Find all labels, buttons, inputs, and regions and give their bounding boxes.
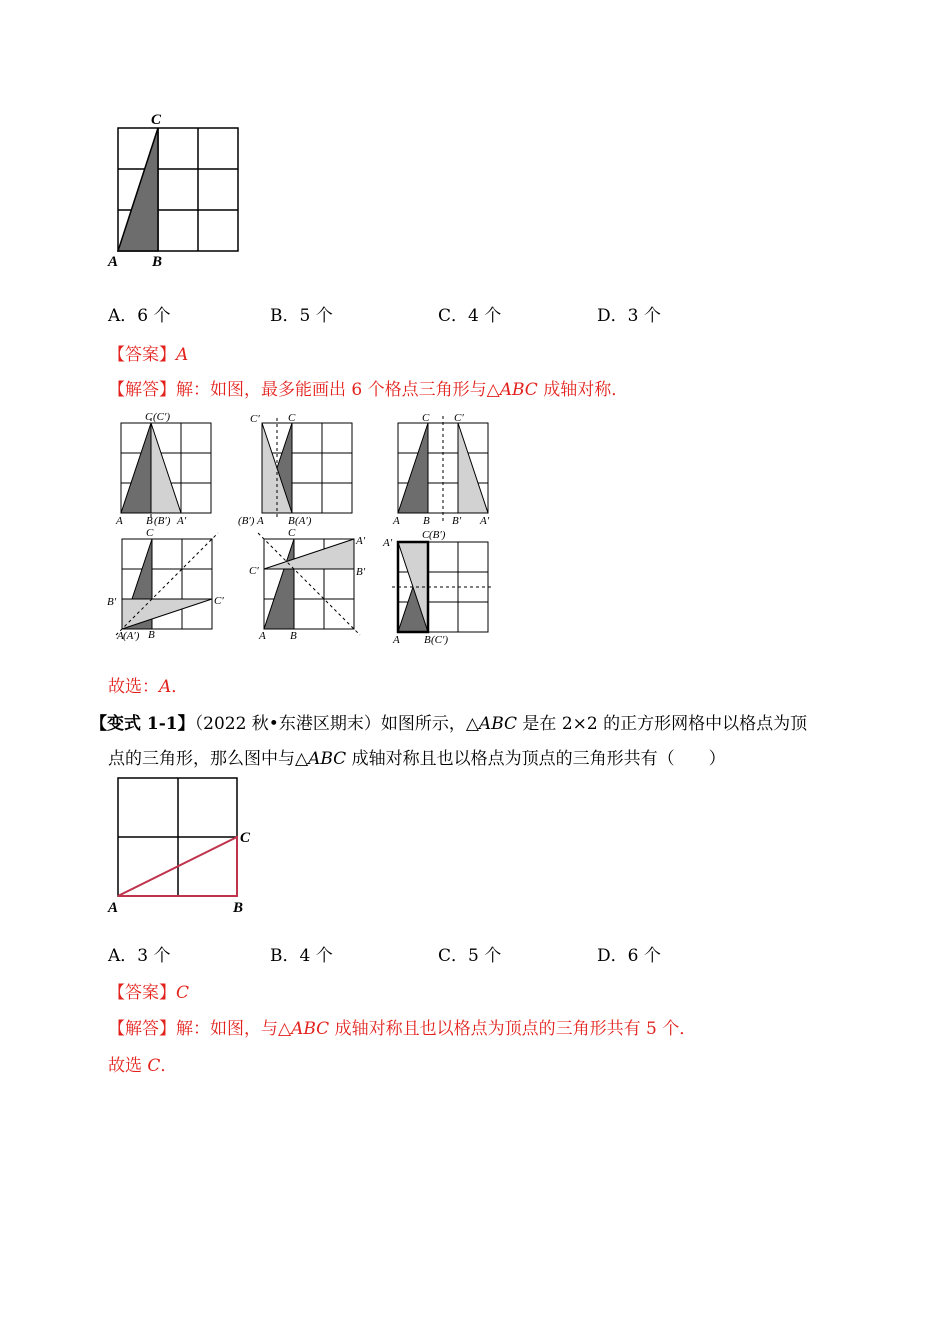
explain-tag: 【解答】 xyxy=(108,380,176,400)
q2-tag: 【变式 1-1】 xyxy=(90,714,195,734)
answer-tag: 【答案】 xyxy=(108,345,176,365)
d3-b: B xyxy=(423,515,430,527)
choose-end: ． xyxy=(171,677,189,697)
q2-explanation xyxy=(108,1014,696,1039)
q2-choose-value: C xyxy=(147,1056,161,1076)
d6-cp: (C′) xyxy=(431,634,449,646)
q2-figure xyxy=(100,770,260,918)
q2-stem-line1 xyxy=(90,709,807,734)
q2-label-b: B xyxy=(233,900,244,916)
d6-a: A xyxy=(393,634,400,646)
d6-bp: (B′) xyxy=(429,529,446,541)
q2-option-a[interactable]: A．3 个 xyxy=(108,946,171,966)
d6-c: C xyxy=(422,529,430,541)
d1-c: C xyxy=(145,411,153,423)
diagram-6 xyxy=(380,524,500,648)
q2-answer-tag: 【答案】 xyxy=(108,983,176,1003)
q2-explain-end: 成轴对称且也以格点为顶点的三角形共有 5 个． xyxy=(329,1019,697,1039)
q1-option-b[interactable]: B．5 个 xyxy=(270,306,333,326)
d5-bp: B′ xyxy=(356,566,366,578)
explain-abc: ABC xyxy=(499,380,538,400)
d5-c: C xyxy=(288,527,296,539)
d2-bp: (B′) xyxy=(238,515,255,527)
q2-label-c: C xyxy=(240,830,251,846)
d4-a: A xyxy=(117,630,124,642)
d4-bp: B′ xyxy=(107,596,117,608)
d4-c: C xyxy=(146,527,154,539)
d1-bp: (B′) xyxy=(154,515,171,527)
q2-line1-abc: ABC xyxy=(478,714,518,734)
d4-ap: (A′) xyxy=(123,630,140,642)
d5-b: B xyxy=(290,630,297,642)
d3-cp: C′ xyxy=(454,412,464,424)
q2-explain-abc: ABC xyxy=(291,1019,330,1039)
q2-line1-text: （2022 秋•东港区期末）如图所示，△ xyxy=(194,714,479,734)
d5-ap: A′ xyxy=(356,535,366,547)
triangle-abc xyxy=(118,128,158,251)
q2-answer-value: C xyxy=(176,983,190,1003)
q2-explain-text: 解：如图，与△ xyxy=(176,1019,292,1039)
q2-line2-text: 点的三角形，那么图中与△ xyxy=(108,749,309,769)
d2-b: B xyxy=(288,515,295,527)
d3-bp: B′ xyxy=(452,515,462,527)
q1-option-d[interactable]: D．3 个 xyxy=(597,306,661,326)
q2-explain-tag: 【解答】 xyxy=(108,1019,176,1039)
diagram-5 xyxy=(246,524,376,646)
d5-a: A xyxy=(259,630,266,642)
diagram-2 xyxy=(234,408,359,530)
explain-text-end: 成轴对称． xyxy=(537,380,629,400)
answer-value: A xyxy=(176,345,189,365)
d1-cp: (C′) xyxy=(153,411,171,423)
label-a: A xyxy=(108,254,119,270)
label-b: B xyxy=(152,254,163,270)
q1-option-a[interactable]: A．6 个 xyxy=(108,306,171,326)
q1-figure xyxy=(100,108,250,270)
diagram-1 xyxy=(115,408,225,530)
d2-c: C xyxy=(288,412,296,424)
d2-ap: (A′) xyxy=(295,515,312,527)
q1-choose xyxy=(108,672,188,697)
q2-choose xyxy=(108,1051,177,1076)
q1-option-c[interactable]: C．4 个 xyxy=(438,306,502,326)
q1-explanation xyxy=(108,375,628,400)
q2-choose-end: ． xyxy=(160,1056,178,1076)
q2-label-a: A xyxy=(108,900,119,916)
q2-option-b[interactable]: B．4 个 xyxy=(270,946,333,966)
d3-c: C xyxy=(422,412,430,424)
q2-option-c[interactable]: C．5 个 xyxy=(438,946,502,966)
d3-a: A xyxy=(393,515,400,527)
d1-b: B xyxy=(146,515,153,527)
q2-stem-line2 xyxy=(108,744,726,769)
d6-b: B xyxy=(424,634,431,646)
d1-ap: A′ xyxy=(177,515,187,527)
d1-a: A xyxy=(116,515,123,527)
d2-a: A xyxy=(257,515,264,527)
choose-value: A xyxy=(159,677,172,697)
q2-option-d[interactable]: D．6 个 xyxy=(597,946,661,966)
q1-answer xyxy=(108,340,188,365)
d5-cp: C′ xyxy=(249,565,259,577)
diagram-3 xyxy=(392,408,497,530)
label-c: C xyxy=(151,112,162,128)
explain-text: 解：如图，最多能画出 6 个格点三角形与△ xyxy=(176,380,500,400)
d6-ap: A′ xyxy=(383,537,393,549)
diagram-4 xyxy=(104,524,234,646)
q2-line1-end: 是在 2×2 的正方形网格中以格点为顶 xyxy=(517,714,808,734)
q2-line2-abc: ABC xyxy=(308,749,347,769)
q2-line2-end: 成轴对称且也以格点为顶点的三角形共有（ ） xyxy=(346,749,726,769)
d4-b: B xyxy=(148,629,155,641)
d2-cp: C′ xyxy=(250,413,260,425)
q2-answer xyxy=(108,978,189,1003)
d4-cp: C′ xyxy=(214,595,224,607)
q2-choose-text: 故选 xyxy=(108,1056,148,1076)
choose-text: 故选： xyxy=(108,677,159,697)
d3-ap: A′ xyxy=(480,515,490,527)
